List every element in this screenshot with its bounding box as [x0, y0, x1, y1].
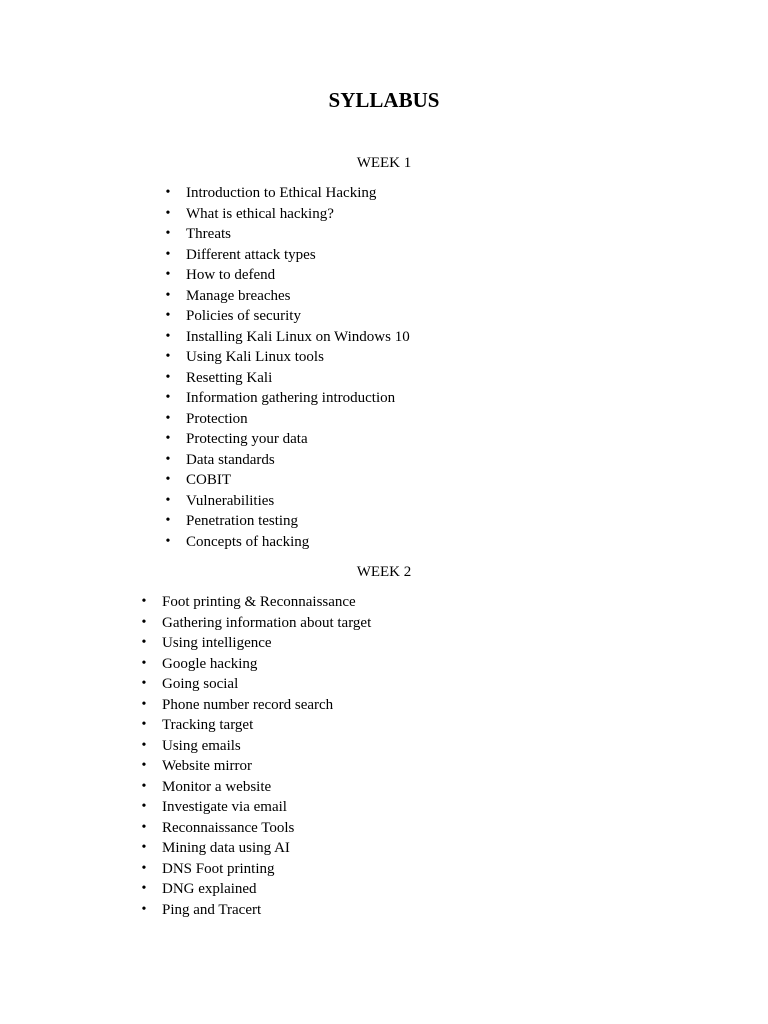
- bullet-icon: •: [141, 758, 147, 773]
- topic-text: Protecting your data: [186, 431, 308, 447]
- topic-text: Data standards: [186, 451, 275, 468]
- topic-text: DNS Foot printing: [162, 860, 275, 877]
- bullet-icon: •: [165, 533, 171, 549]
- bullet-icon: •: [165, 349, 171, 364]
- bullet-icon: •: [165, 410, 171, 426]
- bullet-icon: •: [165, 390, 171, 405]
- bullet-icon: •: [165, 451, 171, 467]
- bullet-icon: •: [165, 287, 171, 303]
- bullet-icon: •: [165, 513, 171, 528]
- topic-text: How to defend: [186, 267, 276, 283]
- bullet-icon: •: [141, 717, 147, 732]
- topic-text: Investigate via email: [162, 799, 287, 815]
- bullet-icon: •: [141, 594, 147, 609]
- topic-text: Concepts of hacking: [186, 533, 310, 550]
- topic-text: Mining data using AI: [162, 840, 290, 856]
- topic-text: Tracking target: [162, 717, 254, 733]
- topic-text: Reconnaissance Tools: [162, 819, 295, 836]
- bullet-icon: •: [165, 431, 171, 446]
- topic-text: Foot printing & Reconnaissance: [162, 594, 356, 610]
- bullet-icon: •: [141, 881, 147, 896]
- topic-text: What is ethical hacking?: [186, 205, 334, 222]
- week-1-heading: WEEK 1: [356, 155, 412, 171]
- bullet-icon: •: [141, 901, 147, 917]
- bullet-icon: •: [141, 840, 147, 855]
- topic-text: Gathering information about target: [162, 614, 372, 631]
- topic-text: Installing Kali Linux on Windows 10: [186, 328, 410, 345]
- week-2-heading: WEEK 2: [356, 564, 412, 580]
- bullet-icon: •: [165, 267, 171, 282]
- topic-text: Manage breaches: [186, 287, 291, 304]
- page-title: SYLLABUS: [328, 88, 440, 112]
- bullet-icon: •: [165, 369, 171, 385]
- topic-text: Information gathering introduction: [186, 390, 396, 406]
- bullet-icon: •: [165, 308, 171, 323]
- topic-text: Vulnerabilities: [186, 492, 275, 509]
- topic-text: Monitor a website: [162, 778, 272, 795]
- bullet-icon: •: [165, 205, 171, 221]
- bullet-icon: •: [141, 860, 147, 876]
- bullet-icon: •: [141, 778, 147, 794]
- topic-text: Introduction to Ethical Hacking: [186, 185, 377, 201]
- bullet-icon: •: [141, 676, 147, 691]
- bullet-icon: •: [141, 737, 147, 753]
- topic-text: COBIT: [186, 472, 231, 488]
- bullet-icon: •: [165, 328, 171, 344]
- topic-text: Using emails: [162, 737, 241, 754]
- topic-text: DNG explained: [162, 881, 257, 897]
- bullet-icon: •: [165, 246, 171, 262]
- bullet-icon: •: [165, 492, 171, 508]
- topic-text: Threats: [186, 226, 231, 242]
- bullet-icon: •: [141, 799, 147, 814]
- topic-text: Different attack types: [186, 246, 316, 263]
- topic-text: Policies of security: [186, 308, 301, 324]
- bullet-icon: •: [141, 819, 147, 835]
- bullet-icon: •: [165, 185, 171, 200]
- topic-text: Phone number record search: [162, 696, 334, 713]
- bullet-icon: •: [141, 614, 147, 630]
- topic-text: Website mirror: [162, 758, 253, 774]
- topic-text: Resetting Kali: [186, 369, 273, 386]
- bullet-icon: •: [165, 226, 171, 241]
- topic-text: Using intelligence: [162, 635, 272, 651]
- bullet-icon: •: [141, 635, 147, 650]
- topic-text: Ping and Tracert: [162, 901, 262, 918]
- topic-text: Protection: [186, 410, 248, 427]
- bullet-icon: •: [141, 696, 147, 712]
- topic-text: Using Kali Linux tools: [186, 349, 324, 365]
- topic-text: Penetration testing: [186, 513, 299, 529]
- topic-text: Going social: [162, 676, 239, 692]
- topic-text: Google hacking: [162, 655, 258, 672]
- bullet-icon: •: [165, 472, 171, 487]
- bullet-icon: •: [141, 655, 147, 671]
